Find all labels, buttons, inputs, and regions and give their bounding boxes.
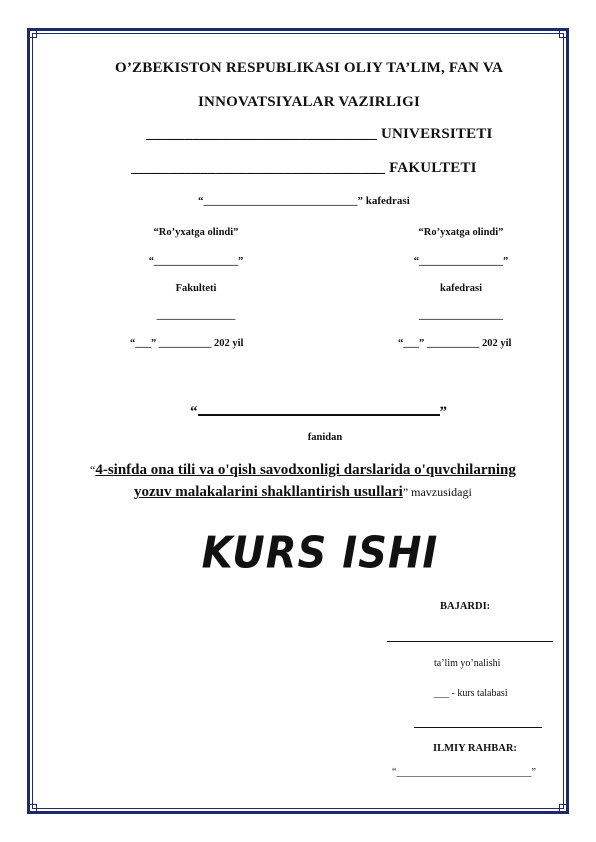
faculty-label: FAKULTETI [389, 160, 477, 176]
corner-ornament [27, 28, 37, 38]
topic-close-quote: ” mavzusidagi [402, 485, 472, 499]
supervisor-label: ILMIY RAHBAR: [433, 743, 517, 754]
left-registered: “Ro’yxatga olindi” [153, 227, 239, 238]
topic-text-2: yozuv malakalarini shakllantirish usullari [134, 484, 403, 500]
corner-ornament [27, 804, 37, 814]
university-line [146, 126, 493, 143]
left-unit: Fakulteti [175, 283, 217, 294]
left-signature: _______________ [156, 310, 236, 321]
topic-open-quote: “ [90, 463, 96, 477]
topic-line-1 [90, 462, 516, 479]
department-blank: ____________________________ [203, 195, 358, 207]
corner-ornament [559, 28, 569, 38]
topic-text-1: 4-sinfda ona tili va o'qish savodxonligi darslarida o'quvchilarning [95, 462, 516, 478]
ministry-line-2: INNOVATSIYALAR VAZIRLIGI [198, 94, 420, 110]
subject-close-quote: ” [439, 404, 447, 420]
right-date: “___” __________ 202 yil [398, 338, 512, 349]
corner-ornament [559, 804, 569, 814]
university-label: UNIVERSITETI [380, 126, 493, 142]
faculty-blank: _________________________________ [131, 160, 386, 176]
topic-line-2 [134, 484, 472, 501]
document-title: KURS ISHI [201, 527, 439, 579]
left-date: “___” __________ 202 yil [130, 338, 244, 349]
performer-name-line [387, 627, 553, 642]
right-signature: ________________ [419, 310, 503, 321]
university-blank: ______________________________ [146, 126, 377, 142]
right-registered: “Ro’yxatga olindi” [418, 227, 504, 238]
department-line [198, 195, 410, 207]
performer-field: ta’lim yo’nalishi [434, 658, 501, 669]
ministry-line-1: O’ZBEKISTON RESPUBLIKASI OLIY TA’LIM, FAN VA [114, 60, 504, 76]
subject-line [190, 400, 447, 421]
subject-blank [198, 400, 440, 416]
performer-group-line [414, 713, 542, 728]
performer-course: ___ - kurs talabasi [434, 688, 508, 699]
department-label: ” kafedrasi [357, 195, 410, 207]
department-open-quote: “ [198, 195, 204, 207]
right-number: “________________” [413, 256, 509, 267]
faculty-line [131, 160, 477, 177]
subject-open-quote: “ [190, 404, 198, 420]
fanidan-label: fanidan [307, 432, 343, 443]
left-number: “________________” [148, 256, 244, 267]
supervisor-name: “___________________________” [392, 767, 536, 778]
right-unit: kafedrasi [440, 283, 482, 294]
performer-label: BAJARDI: [440, 601, 491, 612]
